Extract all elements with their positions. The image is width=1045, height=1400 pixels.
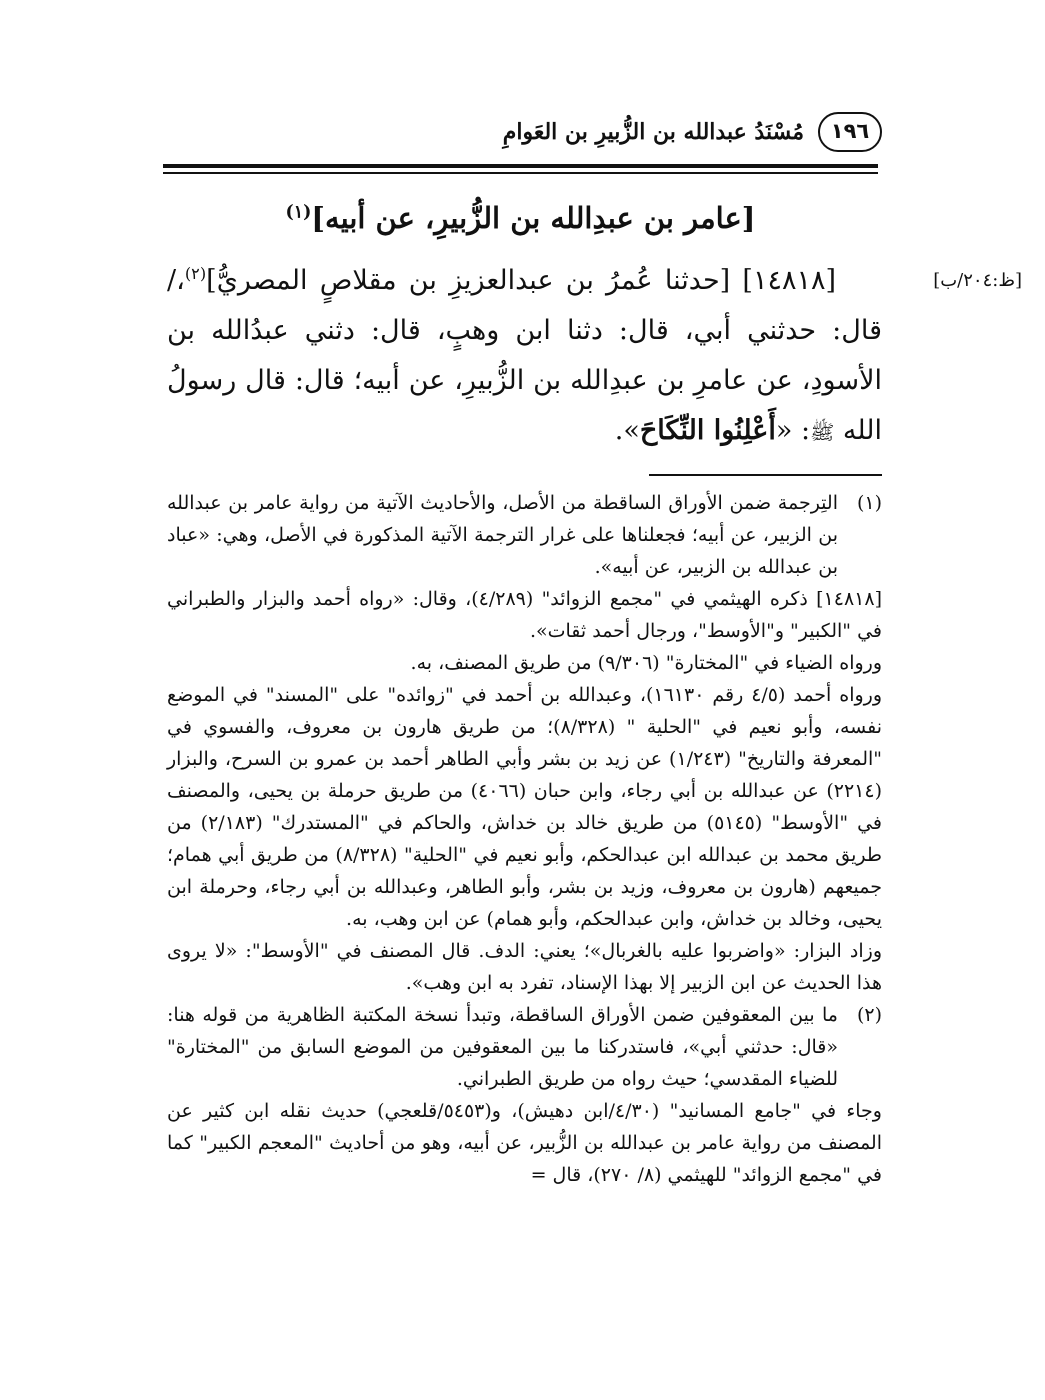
- running-title: مُسْنَدُ عبدالله بن الزُّبيرِ بن العَوامِ: [502, 119, 804, 145]
- footnote-separator: [649, 474, 882, 476]
- section-title-footnote-ref[interactable]: (١): [285, 202, 312, 223]
- footnote-1: [167, 487, 882, 583]
- header-rule-thick: [163, 164, 878, 168]
- salutation-glyph: ﷺ: [810, 420, 835, 444]
- footnote-2: [167, 999, 882, 1095]
- footnotes: [167, 487, 882, 1191]
- hadith-number: [١٤٨١٨]: [742, 265, 836, 296]
- footnote-marker: (٢): [856, 1004, 882, 1026]
- matn-open: : «: [775, 415, 811, 446]
- section-title: [163, 192, 878, 244]
- page-number: ١٩٦: [818, 112, 882, 152]
- hadith-isnad-bracket: [حدثنا عُمرُ بن عبدالعزيزِ بن مقلاصٍ المصريُّ]: [206, 265, 731, 296]
- hadith-matn: أَعْلِنُوا النِّكَاحَ: [639, 415, 776, 446]
- footnote-text: التِرجمة ضمن الأوراق الساقطة من الأصل، والأحاديث الآتية من رواية عامر بن عبدالله بن الزبير، عن أبيه؛ فجعلناها على غرار الترجمة الآتية المذكورة في الأصل، وهي: «عباد بن عبدالله بن الزبير، عن أبيه».: [167, 492, 838, 578]
- footnote-paragraph: وجاء في "جامع المسانيد" (٤/٣٠/ابن دهيش)، و(٥٤٥٣/قلعجي) حديث نقله ابن كثير عن المصنف من رواية عامر بن عبدالله بن الزُّبير، عن أبيه، وهو من أحاديث "المعجم الكبير" كما في "مجمع الزوائد" للهيثمي (٨/ ٢٧٠)، قال =: [167, 1100, 882, 1186]
- commentary-paragraph: ورواه أحمد (٤/٥ رقم ١٦١٣٠)، وعبدالله بن أحمد في "زوائده" على "المسند" في الموضع نفسه، وأبو نعيم في "الحلية " (٨/٣٢٨)؛ من طريق هارون بن معروف، والفسوي في "المعرفة والتاريخ" (١/٢٤٣) عن زيد بن بشر وأبي الطاهر أحمد بن عمرو بن السرح، والبزار (٢٢١٤) عن عبدالله بن أبي رجاء، وابن حبان (٤٠٦٦) من طريق حرملة بن يحيى، والمصنف في "الأوسط" (٥١٤٥) من طريق خالد بن خداش، والحاكم في "المستدرك" (٢/١٨٣) من طريق محمد بن عبدالله ابن عبدالحكم، وأبو نعيم في "الحلية" (٨/٣٢٨) من طريق أبي همام؛ جميعهم (هارون بن معروف، وزيد بن بشر، وأبو الطاهر، وعبدالله بن أبي رجاء، وحرملة ابن يحيى، وخالد بن خداش، وابن عبدالحكم، وأبو همام) عن ابن وهب، به.: [167, 684, 883, 930]
- commentary-paragraph: وزاد البزار: «واضربوا عليه بالغربال»؛ يعني: الدف. قال المصنف في "الأوسط": «لا يروى هذا الحديث عن ابن الزبير إلا بهذا الإسناد، تفرد به ابن وهب».: [167, 940, 882, 994]
- page-header: [167, 108, 882, 156]
- commentary-paragraph: [١٤٨١٨] ذكره الهيثمي في "مجمع الزوائد" (٤/٢٨٩)، وقال: «رواه أحمد والبزار والطبراني في "الكبير" و"الأوسط"، ورجال أحمد ثقات».: [167, 588, 882, 642]
- footnote-marker: (١): [856, 492, 882, 514]
- hadith-isnad: ،/ قال: حدثني أبي، قال: دثنا ابن وهبٍ، قال: دثني عبدُالله بن الأسودِ، عن عامرِ بن عبدِالله بن الزُّبيرِ، عن أبيه؛ قال: قال رسولُ الله: [167, 265, 882, 446]
- footnote-2-continuation: [167, 1095, 882, 1191]
- footnote-text: [167, 999, 838, 1095]
- hadith-commentary: [167, 583, 882, 999]
- hadith-text: [167, 256, 882, 457]
- matn-close: ».: [614, 415, 640, 446]
- manuscript-folio-note: [ظ:٢٠٤/ب]: [933, 270, 1022, 291]
- section-title-text: [عامر بن عبدِالله بن الزُّبيرِ، عن أبيه]: [311, 201, 756, 235]
- header-rule-thin: [163, 172, 878, 174]
- footnote-paragraph: ما بين المعقوفين ضمن الأوراق الساقطة، وتبدأ نسخة المكتبة الظاهرية من قوله هنا: «قال: حدثني أبي»، فاستدركنا ما بين المعقوفين من الموضع السابق من "المختارة" للضياء المقدسي؛ حيث رواه من طريق الطبراني.: [167, 1004, 838, 1090]
- isnad-footnote-ref[interactable]: (٢): [184, 264, 207, 283]
- commentary-paragraph: ورواه الضياء في "المختارة" (٩/٣٠٦) من طريق المصنف، به.: [410, 652, 882, 674]
